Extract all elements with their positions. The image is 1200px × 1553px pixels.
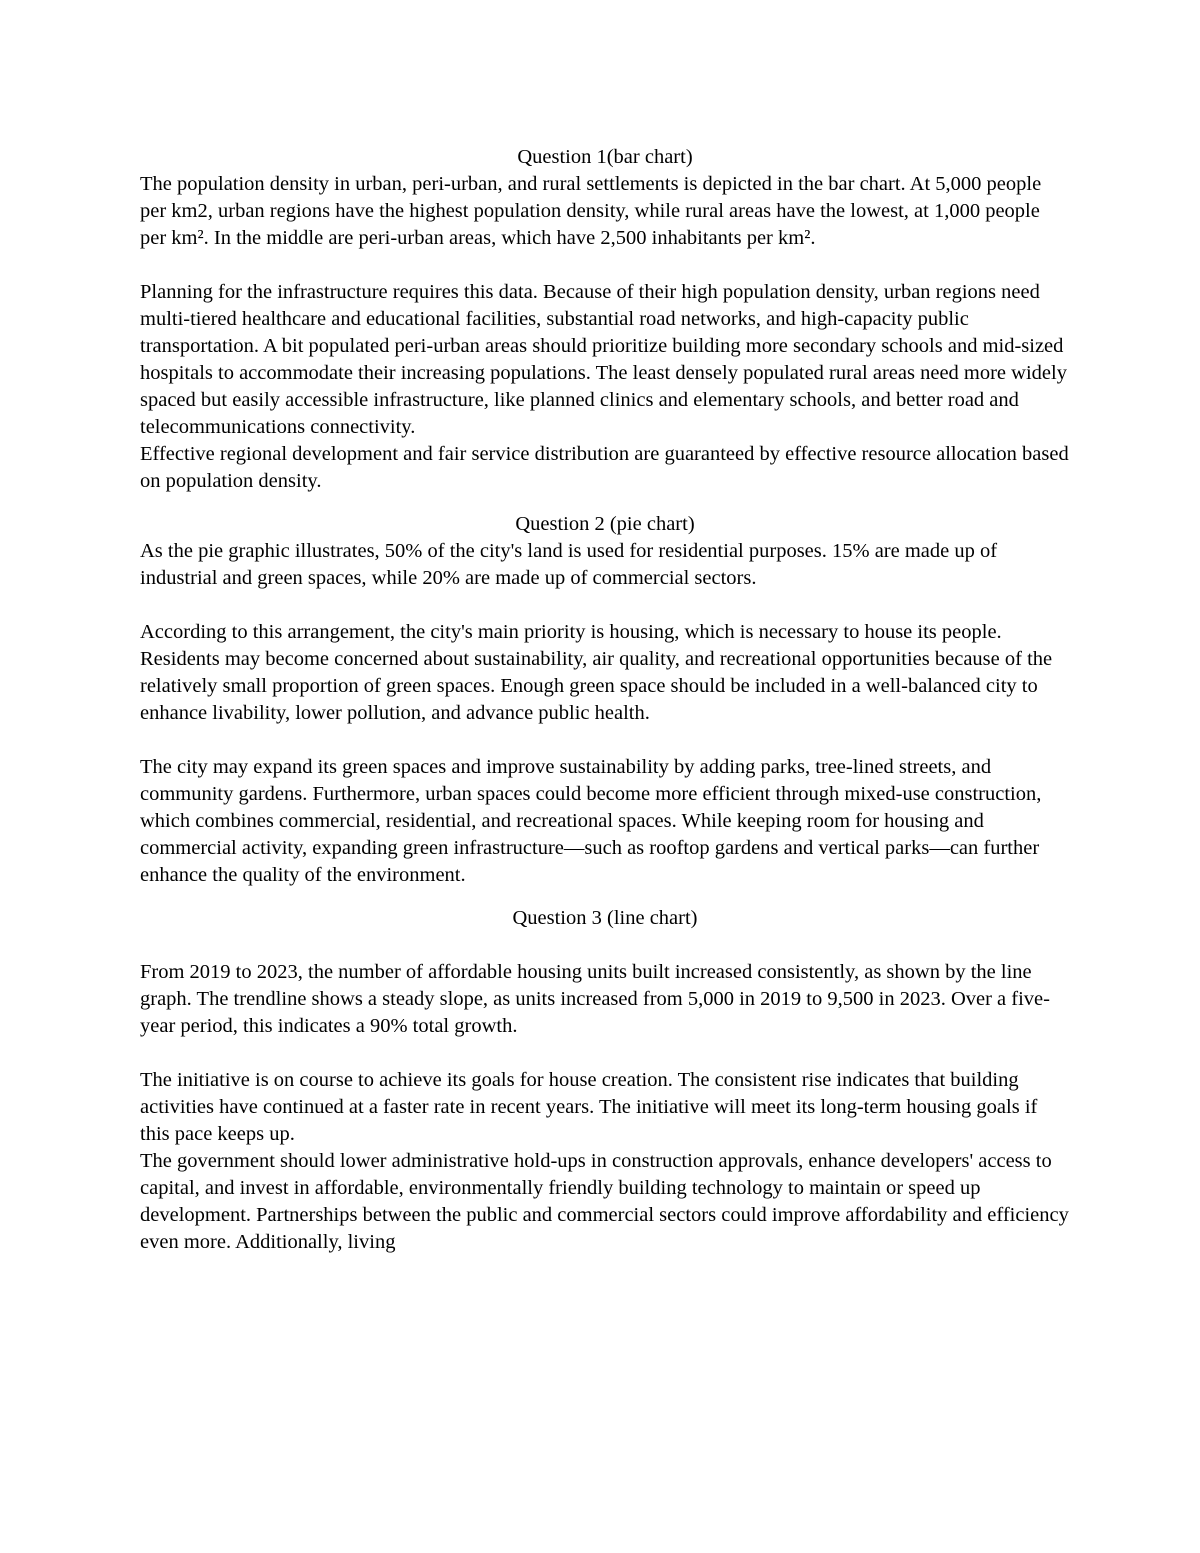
paragraph-q3-growth: From 2019 to 2023, the number of affordable housing units built increased consistently, as shown by the line graph. The trendline shows a steady slope, as units increased from 5,000 in 2019 to 9,500 in 2023. Over a five-year period, this indicates a 90% total growth. bbox=[140, 961, 1050, 1037]
paragraph-q2-priority: According to this arrangement, the city's main priority is housing, which is necessary to house its people. Residents may become concerned about sustainability, air quality, and recreational opportunities because of the relatively small proportion of green spaces. Enough green space should be included in a well-balanced city to enhance livability, lower pollution, and advance public health. bbox=[140, 621, 1053, 724]
paragraph-q2-green-spaces: The city may expand its green spaces and improve sustainability by adding parks, tree-lined streets, and community gardens. Furthermore, urban spaces could become more efficient through mixed-use construction, which combines commercial, residential, and recreational spaces. While keeping room for housing and commercial activity, expanding green infrastructure—such as rooftop gardens and vertical parks—can further enhance the quality of the environment. bbox=[140, 756, 1042, 886]
section-spacer bbox=[140, 889, 1070, 905]
paragraph-spacer bbox=[140, 932, 1070, 959]
section-heading-question-1: Question 1(bar chart) bbox=[517, 146, 693, 168]
paragraph-q2-land-use: As the pie graphic illustrates, 50% of the city's land is used for residential purposes. 15% are made up of industrial and green spaces, while 20% are made up of commercial sectors. bbox=[140, 540, 998, 589]
paragraph-spacer bbox=[140, 252, 1070, 279]
paragraph-q3-goals: The initiative is on course to achieve its goals for house creation. The consistent rise indicates that building activities have continued at a faster rate in recent years. The initiative will meet its long-term housing goals if this pace keeps up. bbox=[140, 1069, 1038, 1145]
section-heading-question-2: Question 2 (pie chart) bbox=[515, 513, 695, 535]
paragraph-spacer bbox=[140, 727, 1070, 754]
paragraph-q1-infrastructure: Planning for the infrastructure requires this data. Because of their high population density, urban regions need multi-tiered healthcare and educational facilities, substantial road networks, and high-capacity public transportation. A bit populated peri-urban areas should prioritize building more secondary schools and mid-sized hospitals to accommodate their increasing populations. The least densely populated rural areas need more widely spaced but easily accessible infrastructure, like planned clinics and elementary schools, and better road and telecommunications connectivity. bbox=[140, 281, 1067, 438]
section-spacer bbox=[140, 495, 1070, 511]
paragraph-spacer bbox=[140, 1040, 1070, 1067]
section-heading-question-3: Question 3 (line chart) bbox=[512, 907, 698, 929]
paragraph-q1-density: The population density in urban, peri-urban, and rural settlements is depicted in the bar chart. At 5,000 people per km2, urban regions have the highest population density, while rural areas have the lowest, at 1,000 people per km². In the middle are peri-urban areas, which have 2,500 inhabitants per km². bbox=[140, 173, 1042, 249]
paragraph-spacer bbox=[140, 592, 1070, 619]
paragraph-q3-recommendations: The government should lower administrative hold-ups in construction approvals, enhance developers' access to capital, and invest in affordable, environmentally friendly building technology to maintain or speed up development. Partnerships between the public and commercial sectors could improve affordability and efficiency even more. Additionally, living bbox=[140, 1150, 1069, 1253]
paragraph-q1-allocation: Effective regional development and fair service distribution are guaranteed by effective resource allocation based on population density. bbox=[140, 443, 1069, 492]
document-body bbox=[140, 144, 1070, 1256]
